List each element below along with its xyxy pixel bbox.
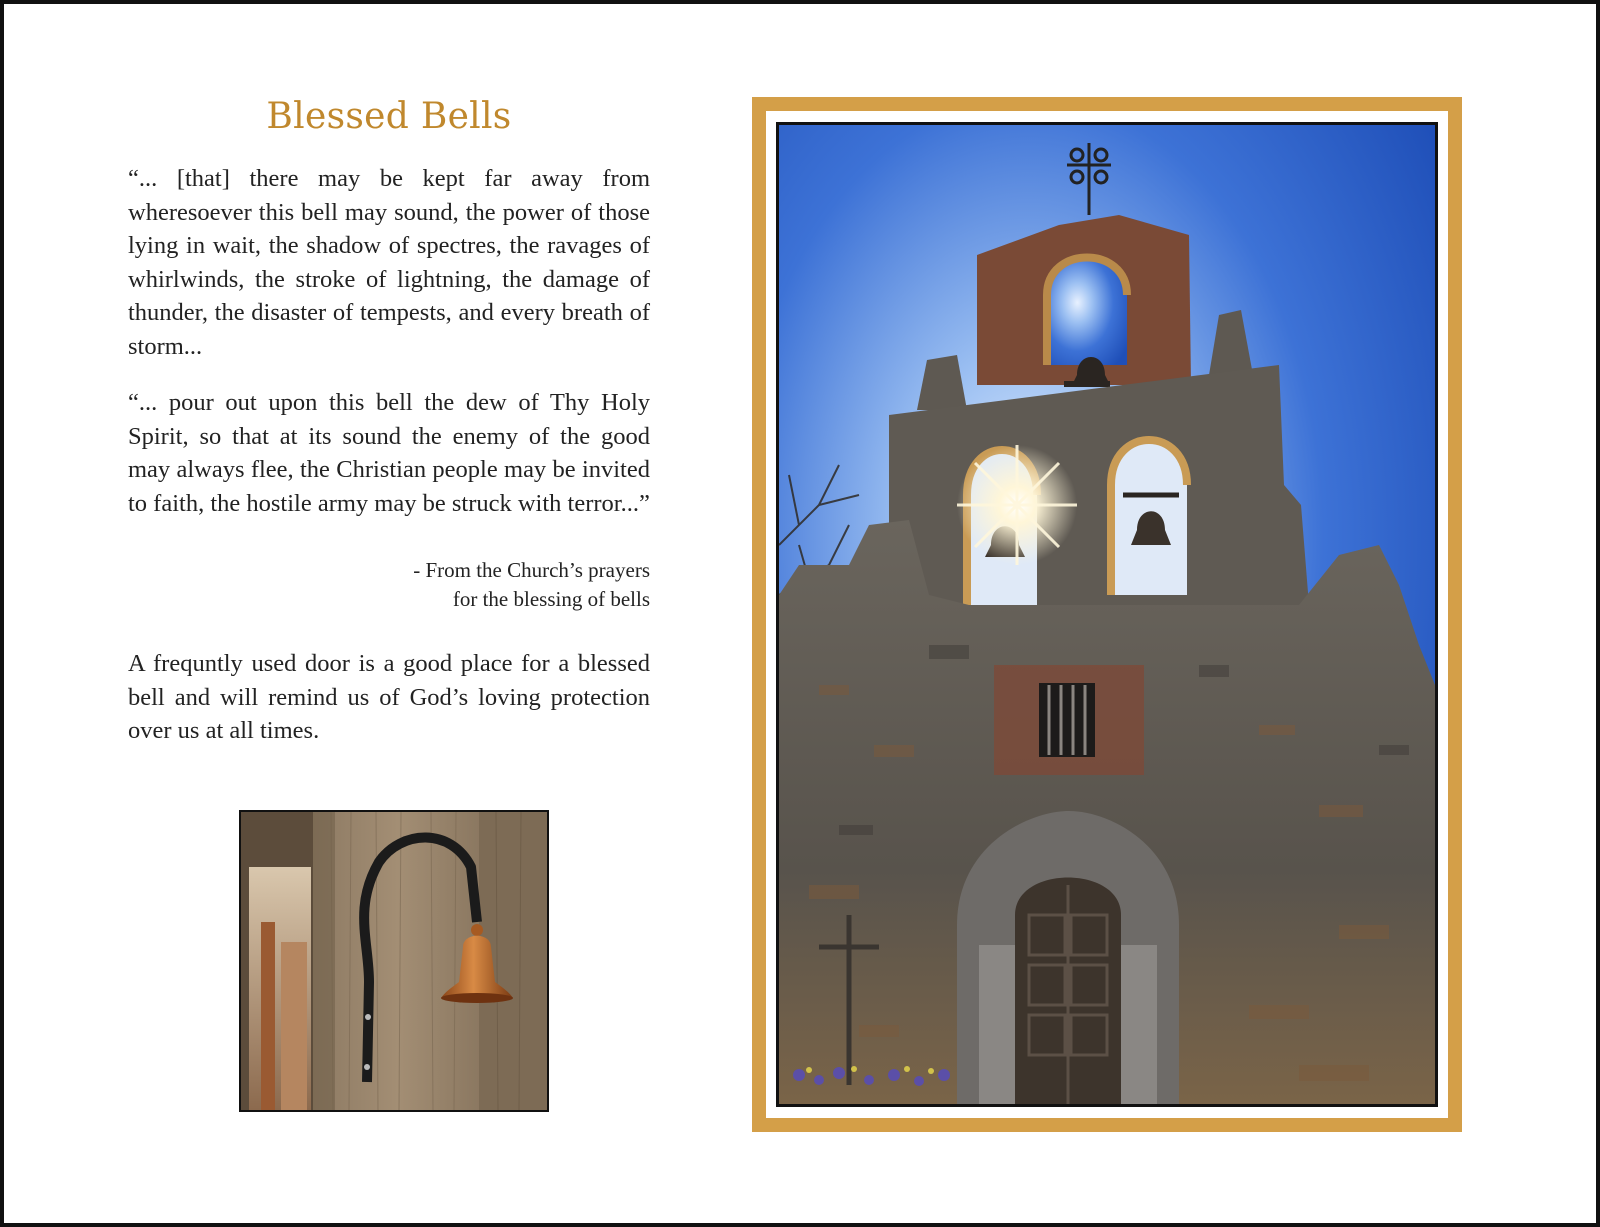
page-title: Blessed Bells	[266, 96, 512, 137]
attribution-line-1: - From the Church’s prayers	[413, 558, 650, 582]
door-bell-photo	[239, 810, 549, 1112]
door-bell-note: A frequntly used door is a good place for a blessed bell and will remind us of God’s loving protection over us at all times.	[128, 650, 650, 744]
mission-bell-tower-photo	[776, 122, 1438, 1107]
attribution-line-2: for the blessing of bells	[452, 587, 650, 611]
prayer-quote-2: “... pour out upon this bell the dew of Thy Holy Spirit, so that at its sound the enemy of the good may always flee, the Christian people may be invited to faith, the hostile army may be struck with terror...”	[128, 389, 650, 517]
attribution	[128, 556, 650, 614]
mission-illustration	[779, 125, 1435, 1104]
door-bell-illustration	[241, 812, 547, 1110]
prayer-quote-1: “... [that] there may be kept far away from wheresoever this bell may sound, the power of those lying in wait, the shadow of spectres, the ravages of whirlwinds, the stroke of lightning, the damage of thunder, the disaster of tempests, and every breath of storm...	[128, 165, 650, 360]
